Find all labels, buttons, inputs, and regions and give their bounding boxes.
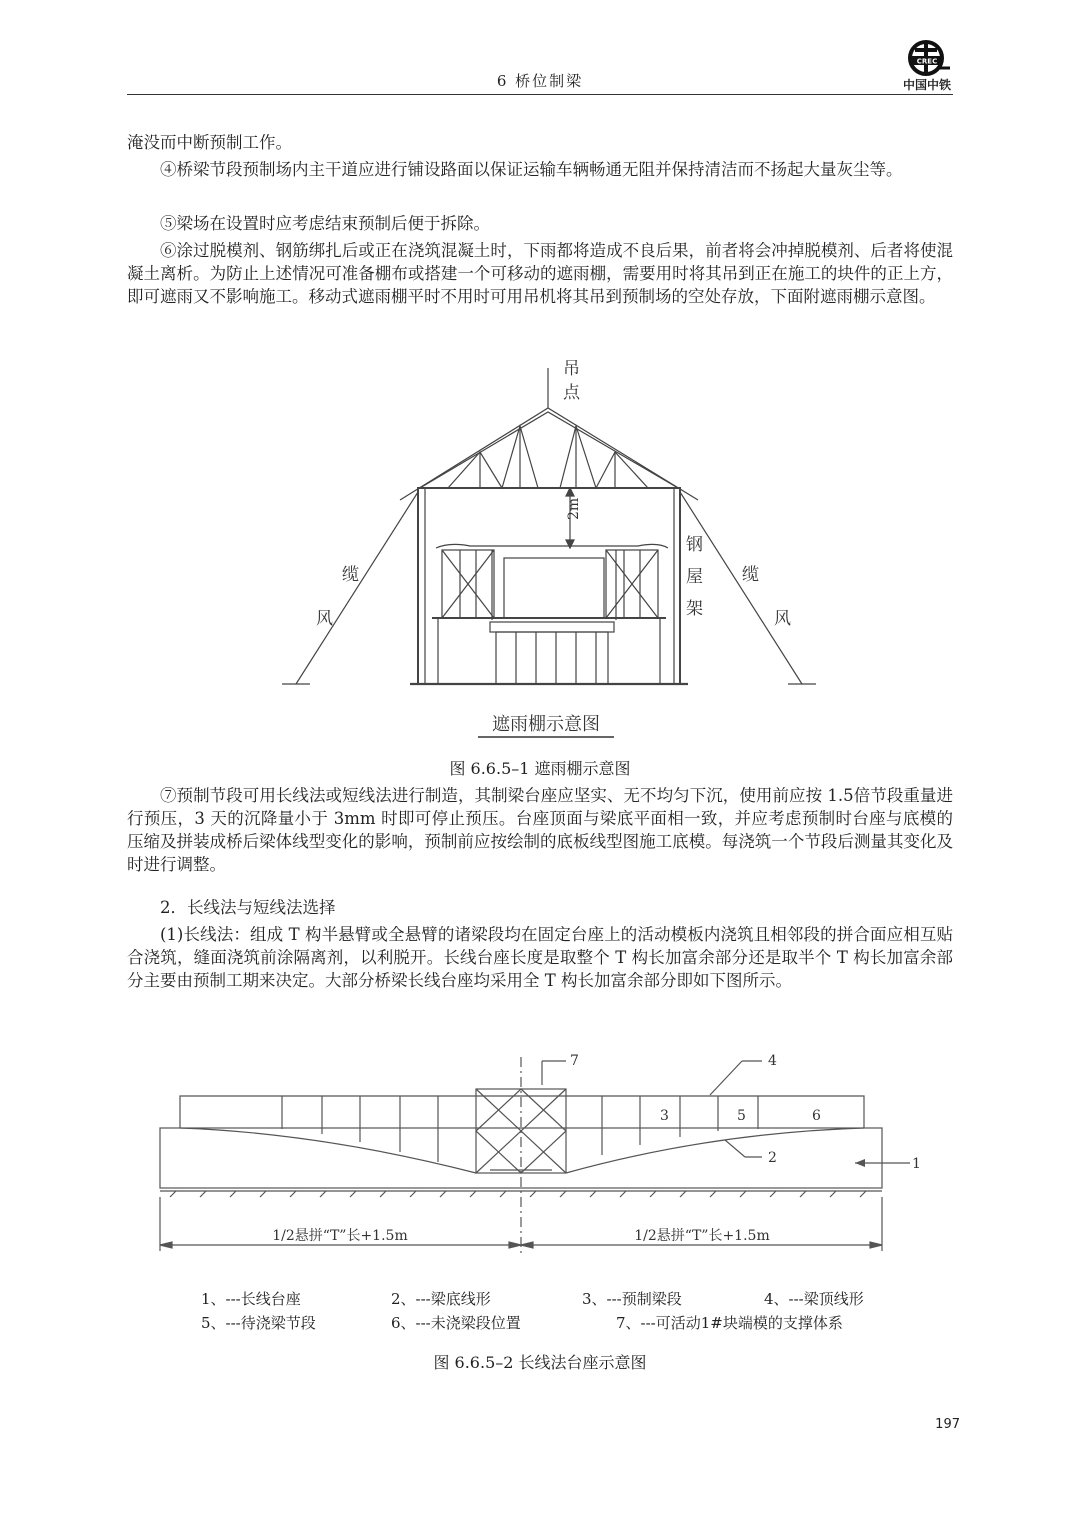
label-cable-left-1: 缆: [342, 565, 359, 585]
callout-1: 1: [912, 1156, 921, 1172]
label-roof-1: 钢: [686, 535, 703, 555]
dimension-left: 1/2悬拼“T”长+1.5m: [272, 1228, 408, 1244]
callout-4: 4: [768, 1053, 777, 1069]
paragraph-1: ④桥梁节段预制场内主干道应进行铺设路面以保证运输车辆畅通无阻并保持清洁而不扬起大量灰尘等。: [160, 160, 903, 179]
rain-shelter-diagram: [270, 360, 830, 750]
paragraph-0: 淹没而中断预制工作。: [127, 133, 292, 152]
legend-item-3: 3、---预制梁段: [582, 1290, 682, 1308]
figure1-inner-title: 遮雨棚示意图: [492, 714, 600, 735]
legend-item-7: 7、---可活动1#块端模的支撑体系: [616, 1314, 843, 1332]
legend-item-6: 6、---未浇梁段位置: [391, 1314, 521, 1332]
legend-item-4: 4、---梁顶线形: [764, 1290, 864, 1308]
callout-2: 2: [768, 1150, 777, 1166]
label-cable-right-1: 缆: [742, 565, 759, 585]
logo-text: 中国中铁: [902, 78, 951, 92]
paragraph-3: ⑥涂过脱模剂、钢筋绑扎后或正在浇筑混凝土时，下雨都将造成不良后果，前者将会冲掉脱模剂、后者将使混凝土离析。为防止上述情况可准备棚布或搭建一个可移动的遮雨棚，需要用时将其吊到正在施工的块件的正上方，即可遮雨又不影响施工。移动式遮雨棚平时不用时可用吊机将其吊到预制场的空处存放，下面附遮雨棚示意图。: [127, 241, 953, 306]
dimension-right: 1/2悬拼“T”长+1.5m: [634, 1228, 770, 1244]
label-cable-right-2: 风: [774, 609, 791, 629]
page-number: 197: [935, 1417, 960, 1432]
segment-6-label: 6: [812, 1108, 821, 1124]
paragraph-4: ⑦预制节段可用长线法或短线法进行制造，其制梁台座应坚实、无不均匀下沉，使用前应按 1.5倍节段重量进行预压，3 天的沉降量小于 3mm 时即可停止预压。台座顶面与梁底平面相一致，并应考虑预制时台座与底模的压缩及拼装成桥后梁体线型变化的影响，预制前应按绘制的底板线型图施工底模。每浇筑一个节段后测量其变化及时进行调整。: [127, 786, 953, 874]
legend-item-5: 5、---待浇梁节段: [201, 1314, 316, 1332]
segment-3-label: 3: [660, 1108, 669, 1124]
long-line-bed-diagram: [150, 1045, 930, 1270]
legend-item-1: 1、---长线台座: [201, 1290, 301, 1308]
segment-5-label: 5: [737, 1108, 746, 1124]
logo-emblem-text: CREC: [916, 57, 938, 66]
callout-7: 7: [570, 1053, 579, 1069]
figure2-caption: 图 6.6.5–2 长线法台座示意图: [433, 1353, 647, 1372]
figure1-caption: 图 6.6.5–1 遮雨棚示意图: [449, 759, 631, 778]
label-roof-2: 屋: [686, 567, 703, 587]
legend-item-2: 2、---梁底线形: [391, 1290, 491, 1308]
paragraph-6: (1)长线法：组成 T 构半悬臂或全悬臂的诸梁段均在固定台座上的活动模板内浇筑且相邻段的拼合面应相互贴合浇筑，缝面浇筑前涂隔离剂，以利脱开。长线台座长度是取整个 T 构长加富余部分还是取半个 T 构长加富余部分主要由预制工期来决定。大部分桥梁长线台座均采用全 T 构长加富余部分即如下图所示。: [127, 925, 953, 990]
label-cable-left-2: 风: [316, 609, 333, 629]
label-hoist-2: 点: [563, 383, 580, 403]
header-rule: [127, 94, 953, 95]
paragraph-5: 2．长线法与短线法选择: [160, 898, 336, 917]
label-hoist-1: 吊: [563, 360, 580, 379]
paragraph-2: ⑤梁场在设置时应考虑结束预制后便于拆除。: [160, 214, 490, 233]
label-height: 2m: [566, 497, 582, 520]
running-header: 6 桥位制梁: [496, 72, 584, 90]
label-roof-3: 架: [686, 599, 703, 619]
